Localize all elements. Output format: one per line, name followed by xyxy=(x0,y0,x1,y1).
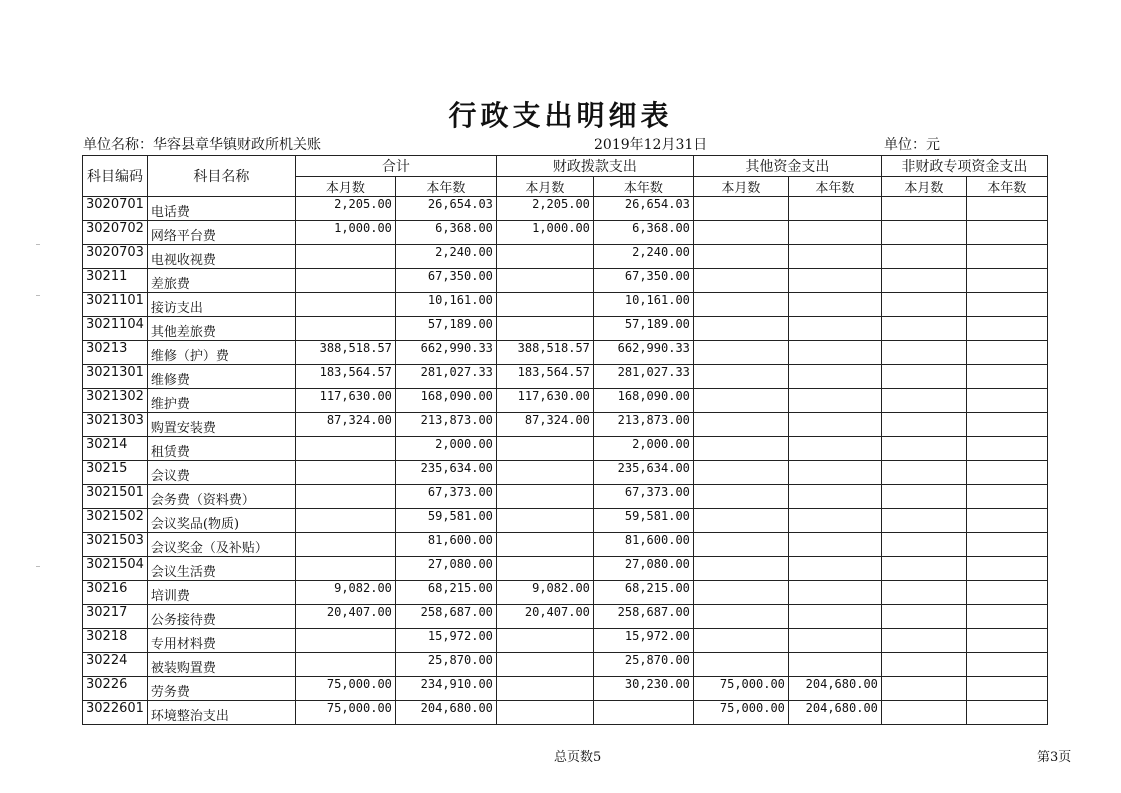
account-code: 3021302 xyxy=(83,389,148,413)
header-group-fiscal: 财政拨款支出 xyxy=(496,156,693,177)
account-name: 维修费 xyxy=(147,365,295,389)
amount-cell xyxy=(788,389,881,413)
amount-cell: 10,161.00 xyxy=(395,293,496,317)
amount-cell xyxy=(881,245,966,269)
account-name: 被装购置费 xyxy=(147,653,295,677)
amount-cell: 10,161.00 xyxy=(593,293,693,317)
account-name: 电视收视费 xyxy=(147,245,295,269)
amount-cell xyxy=(881,605,966,629)
amount-cell xyxy=(881,557,966,581)
amount-cell xyxy=(496,461,593,485)
table-row xyxy=(83,341,1048,365)
amount-cell: 204,680.00 xyxy=(788,701,881,725)
table-row xyxy=(83,581,1048,605)
currency-unit: 单位：元 xyxy=(884,137,940,153)
amount-cell xyxy=(788,341,881,365)
header-group-total: 合计 xyxy=(295,156,496,177)
amount-cell: 204,680.00 xyxy=(788,677,881,701)
amount-cell xyxy=(966,461,1047,485)
amount-cell: 67,373.00 xyxy=(395,485,496,509)
page-number: 第3页 xyxy=(1037,750,1072,765)
amount-cell xyxy=(295,461,395,485)
amount-cell xyxy=(496,269,593,293)
table-row xyxy=(83,437,1048,461)
header-name: 科目名称 xyxy=(147,156,295,197)
amount-cell xyxy=(295,245,395,269)
amount-cell xyxy=(788,293,881,317)
amount-cell xyxy=(693,245,788,269)
account-code: 3020701 xyxy=(83,197,148,221)
account-code: 30216 xyxy=(83,581,148,605)
amount-cell xyxy=(295,293,395,317)
amount-cell xyxy=(295,485,395,509)
account-name: 维修（护）费 xyxy=(147,341,295,365)
account-code: 3021501 xyxy=(83,485,148,509)
amount-cell xyxy=(881,581,966,605)
amount-cell xyxy=(966,413,1047,437)
account-code: 30214 xyxy=(83,437,148,461)
header-year: 本年数 xyxy=(966,177,1047,197)
amount-cell xyxy=(881,389,966,413)
account-code: 30211 xyxy=(83,269,148,293)
table-row xyxy=(83,197,1048,221)
amount-cell xyxy=(966,389,1047,413)
header-group-other: 其他资金支出 xyxy=(693,156,881,177)
amount-cell xyxy=(966,437,1047,461)
table-row xyxy=(83,485,1048,509)
amount-cell: 57,189.00 xyxy=(395,317,496,341)
table-row xyxy=(83,533,1048,557)
amount-cell: 2,240.00 xyxy=(593,245,693,269)
amount-cell xyxy=(966,509,1047,533)
table-row xyxy=(83,365,1048,389)
account-name: 会议费 xyxy=(147,461,295,485)
table-row xyxy=(83,317,1048,341)
amount-cell: 30,230.00 xyxy=(593,677,693,701)
amount-cell xyxy=(295,533,395,557)
amount-cell xyxy=(881,437,966,461)
amount-cell: 235,634.00 xyxy=(593,461,693,485)
account-code: 3021101 xyxy=(83,293,148,317)
account-code: 3021503 xyxy=(83,533,148,557)
header-month: 本月数 xyxy=(693,177,788,197)
amount-cell: 26,654.03 xyxy=(395,197,496,221)
amount-cell xyxy=(693,629,788,653)
amount-cell xyxy=(966,653,1047,677)
amount-cell: 213,873.00 xyxy=(395,413,496,437)
amount-cell: 57,189.00 xyxy=(593,317,693,341)
amount-cell: 59,581.00 xyxy=(593,509,693,533)
amount-cell xyxy=(788,605,881,629)
header-month: 本月数 xyxy=(496,177,593,197)
amount-cell: 75,000.00 xyxy=(693,677,788,701)
scan-mark xyxy=(36,244,40,245)
amount-cell xyxy=(881,269,966,293)
table-row xyxy=(83,509,1048,533)
amount-cell xyxy=(881,197,966,221)
account-code: 30213 xyxy=(83,341,148,365)
table-row xyxy=(83,605,1048,629)
amount-cell: 9,082.00 xyxy=(295,581,395,605)
account-code: 30224 xyxy=(83,653,148,677)
amount-cell xyxy=(881,293,966,317)
amount-cell xyxy=(788,629,881,653)
table-row xyxy=(83,269,1048,293)
amount-cell xyxy=(881,485,966,509)
amount-cell xyxy=(295,317,395,341)
amount-cell xyxy=(496,653,593,677)
amount-cell: 281,027.33 xyxy=(395,365,496,389)
amount-cell xyxy=(496,485,593,509)
amount-cell xyxy=(788,533,881,557)
amount-cell xyxy=(881,413,966,437)
amount-cell xyxy=(496,533,593,557)
header-year: 本年数 xyxy=(788,177,881,197)
table-row xyxy=(83,245,1048,269)
account-code: 30226 xyxy=(83,677,148,701)
table-row xyxy=(83,461,1048,485)
amount-cell xyxy=(788,557,881,581)
amount-cell: 81,600.00 xyxy=(395,533,496,557)
amount-cell xyxy=(295,653,395,677)
expense-table xyxy=(82,155,1048,725)
amount-cell xyxy=(966,245,1047,269)
amount-cell xyxy=(881,341,966,365)
amount-cell: 2,000.00 xyxy=(395,437,496,461)
account-code: 30218 xyxy=(83,629,148,653)
header-year: 本年数 xyxy=(395,177,496,197)
amount-cell xyxy=(788,581,881,605)
scan-mark xyxy=(36,566,40,567)
amount-cell xyxy=(693,557,788,581)
amount-cell: 27,080.00 xyxy=(395,557,496,581)
amount-cell xyxy=(788,413,881,437)
amount-cell xyxy=(693,389,788,413)
amount-cell: 6,368.00 xyxy=(593,221,693,245)
account-name: 购置安装费 xyxy=(147,413,295,437)
amount-cell xyxy=(693,437,788,461)
amount-cell: 234,910.00 xyxy=(395,677,496,701)
amount-cell: 258,687.00 xyxy=(593,605,693,629)
amount-cell xyxy=(966,701,1047,725)
amount-cell xyxy=(788,461,881,485)
total-pages: 总页数5 xyxy=(554,750,602,765)
amount-cell: 67,373.00 xyxy=(593,485,693,509)
account-code: 3021504 xyxy=(83,557,148,581)
account-name: 其他差旅费 xyxy=(147,317,295,341)
amount-cell: 183,564.57 xyxy=(496,365,593,389)
amount-cell xyxy=(693,197,788,221)
amount-cell xyxy=(788,653,881,677)
amount-cell: 67,350.00 xyxy=(395,269,496,293)
amount-cell xyxy=(881,509,966,533)
table-row xyxy=(83,653,1048,677)
account-name: 维护费 xyxy=(147,389,295,413)
amount-cell xyxy=(966,293,1047,317)
amount-cell xyxy=(966,533,1047,557)
amount-cell xyxy=(881,365,966,389)
amount-cell xyxy=(966,365,1047,389)
amount-cell: 2,240.00 xyxy=(395,245,496,269)
report-date: 2019年12月31日 xyxy=(594,137,708,153)
amount-cell xyxy=(966,221,1047,245)
amount-cell xyxy=(693,461,788,485)
account-name: 电话费 xyxy=(147,197,295,221)
account-code: 3021502 xyxy=(83,509,148,533)
amount-cell xyxy=(693,269,788,293)
amount-cell xyxy=(693,605,788,629)
amount-cell xyxy=(788,317,881,341)
amount-cell: 117,630.00 xyxy=(496,389,593,413)
account-name: 环境整治支出 xyxy=(147,701,295,725)
amount-cell: 1,000.00 xyxy=(295,221,395,245)
amount-cell xyxy=(966,581,1047,605)
amount-cell: 2,205.00 xyxy=(496,197,593,221)
amount-cell: 75,000.00 xyxy=(693,701,788,725)
amount-cell: 213,873.00 xyxy=(593,413,693,437)
amount-cell xyxy=(693,221,788,245)
account-code: 3021303 xyxy=(83,413,148,437)
amount-cell xyxy=(593,701,693,725)
amount-cell xyxy=(496,629,593,653)
amount-cell xyxy=(295,509,395,533)
amount-cell xyxy=(496,677,593,701)
account-name: 会务费（资料费） xyxy=(147,485,295,509)
account-name: 培训费 xyxy=(147,581,295,605)
amount-cell xyxy=(788,245,881,269)
table-row xyxy=(83,557,1048,581)
account-name: 专用材料费 xyxy=(147,629,295,653)
account-name: 会议生活费 xyxy=(147,557,295,581)
amount-cell xyxy=(693,317,788,341)
amount-cell: 15,972.00 xyxy=(593,629,693,653)
account-code: 3022601 xyxy=(83,701,148,725)
amount-cell xyxy=(966,557,1047,581)
amount-cell xyxy=(693,485,788,509)
amount-cell: 20,407.00 xyxy=(295,605,395,629)
amount-cell xyxy=(693,341,788,365)
amount-cell xyxy=(295,629,395,653)
amount-cell xyxy=(496,557,593,581)
amount-cell xyxy=(693,533,788,557)
table-row xyxy=(83,701,1048,725)
table-row xyxy=(83,221,1048,245)
amount-cell: 68,215.00 xyxy=(395,581,496,605)
header-code: 科目编码 xyxy=(83,156,148,197)
amount-cell xyxy=(496,245,593,269)
account-name: 接访支出 xyxy=(147,293,295,317)
account-name: 网络平台费 xyxy=(147,221,295,245)
amount-cell xyxy=(966,605,1047,629)
page-title: 行政支出明细表 xyxy=(448,99,673,132)
amount-cell: 388,518.57 xyxy=(496,341,593,365)
table-row xyxy=(83,629,1048,653)
amount-cell: 662,990.33 xyxy=(395,341,496,365)
amount-cell xyxy=(693,509,788,533)
header-year: 本年数 xyxy=(593,177,693,197)
amount-cell: 2,205.00 xyxy=(295,197,395,221)
amount-cell: 6,368.00 xyxy=(395,221,496,245)
amount-cell: 75,000.00 xyxy=(295,677,395,701)
amount-cell: 75,000.00 xyxy=(295,701,395,725)
amount-cell xyxy=(881,629,966,653)
amount-cell xyxy=(966,317,1047,341)
account-code: 30217 xyxy=(83,605,148,629)
amount-cell xyxy=(966,485,1047,509)
amount-cell xyxy=(966,677,1047,701)
amount-cell xyxy=(966,269,1047,293)
header-group-nonfiscal: 非财政专项资金支出 xyxy=(881,156,1047,177)
amount-cell: 235,634.00 xyxy=(395,461,496,485)
amount-cell xyxy=(496,317,593,341)
amount-cell xyxy=(788,437,881,461)
amount-cell: 59,581.00 xyxy=(395,509,496,533)
amount-cell: 183,564.57 xyxy=(295,365,395,389)
account-code: 3020703 xyxy=(83,245,148,269)
account-name: 劳务费 xyxy=(147,677,295,701)
amount-cell: 20,407.00 xyxy=(496,605,593,629)
table-row xyxy=(83,413,1048,437)
amount-cell: 15,972.00 xyxy=(395,629,496,653)
account-code: 3020702 xyxy=(83,221,148,245)
account-name: 租赁费 xyxy=(147,437,295,461)
header-month: 本月数 xyxy=(881,177,966,197)
amount-cell: 2,000.00 xyxy=(593,437,693,461)
amount-cell xyxy=(966,341,1047,365)
amount-cell xyxy=(496,509,593,533)
amount-cell xyxy=(693,293,788,317)
amount-cell: 87,324.00 xyxy=(496,413,593,437)
account-code: 3021104 xyxy=(83,317,148,341)
amount-cell xyxy=(788,221,881,245)
amount-cell xyxy=(693,365,788,389)
amount-cell: 204,680.00 xyxy=(395,701,496,725)
unit-name: 单位名称：华容县章华镇财政所机关账 xyxy=(83,137,321,153)
amount-cell xyxy=(295,557,395,581)
amount-cell xyxy=(788,509,881,533)
amount-cell xyxy=(693,413,788,437)
amount-cell: 281,027.33 xyxy=(593,365,693,389)
amount-cell xyxy=(881,701,966,725)
scan-mark xyxy=(36,295,40,296)
account-name: 差旅费 xyxy=(147,269,295,293)
amount-cell: 258,687.00 xyxy=(395,605,496,629)
amount-cell xyxy=(881,653,966,677)
amount-cell: 87,324.00 xyxy=(295,413,395,437)
amount-cell xyxy=(693,581,788,605)
amount-cell: 68,215.00 xyxy=(593,581,693,605)
amount-cell xyxy=(788,269,881,293)
amount-cell xyxy=(881,533,966,557)
amount-cell: 81,600.00 xyxy=(593,533,693,557)
amount-cell xyxy=(295,437,395,461)
amount-cell xyxy=(496,293,593,317)
amount-cell xyxy=(966,197,1047,221)
amount-cell xyxy=(881,461,966,485)
amount-cell: 67,350.00 xyxy=(593,269,693,293)
account-name: 公务接待费 xyxy=(147,605,295,629)
table-row xyxy=(83,389,1048,413)
amount-cell xyxy=(693,653,788,677)
account-code: 3021301 xyxy=(83,365,148,389)
amount-cell: 662,990.33 xyxy=(593,341,693,365)
account-code: 30215 xyxy=(83,461,148,485)
amount-cell xyxy=(881,317,966,341)
amount-cell: 388,518.57 xyxy=(295,341,395,365)
amount-cell xyxy=(788,197,881,221)
account-name: 会议奖金（及补贴） xyxy=(147,533,295,557)
account-name: 会议奖品(物质) xyxy=(147,509,295,533)
amount-cell xyxy=(496,437,593,461)
amount-cell xyxy=(788,365,881,389)
amount-cell: 27,080.00 xyxy=(593,557,693,581)
amount-cell: 1,000.00 xyxy=(496,221,593,245)
amount-cell: 117,630.00 xyxy=(295,389,395,413)
amount-cell xyxy=(496,701,593,725)
amount-cell: 25,870.00 xyxy=(593,653,693,677)
amount-cell xyxy=(788,485,881,509)
amount-cell: 26,654.03 xyxy=(593,197,693,221)
header-month: 本月数 xyxy=(295,177,395,197)
amount-cell xyxy=(881,221,966,245)
amount-cell: 25,870.00 xyxy=(395,653,496,677)
amount-cell: 9,082.00 xyxy=(496,581,593,605)
amount-cell xyxy=(881,677,966,701)
amount-cell xyxy=(966,629,1047,653)
table-row xyxy=(83,293,1048,317)
table-row xyxy=(83,677,1048,701)
amount-cell xyxy=(295,269,395,293)
amount-cell: 168,090.00 xyxy=(593,389,693,413)
amount-cell: 168,090.00 xyxy=(395,389,496,413)
